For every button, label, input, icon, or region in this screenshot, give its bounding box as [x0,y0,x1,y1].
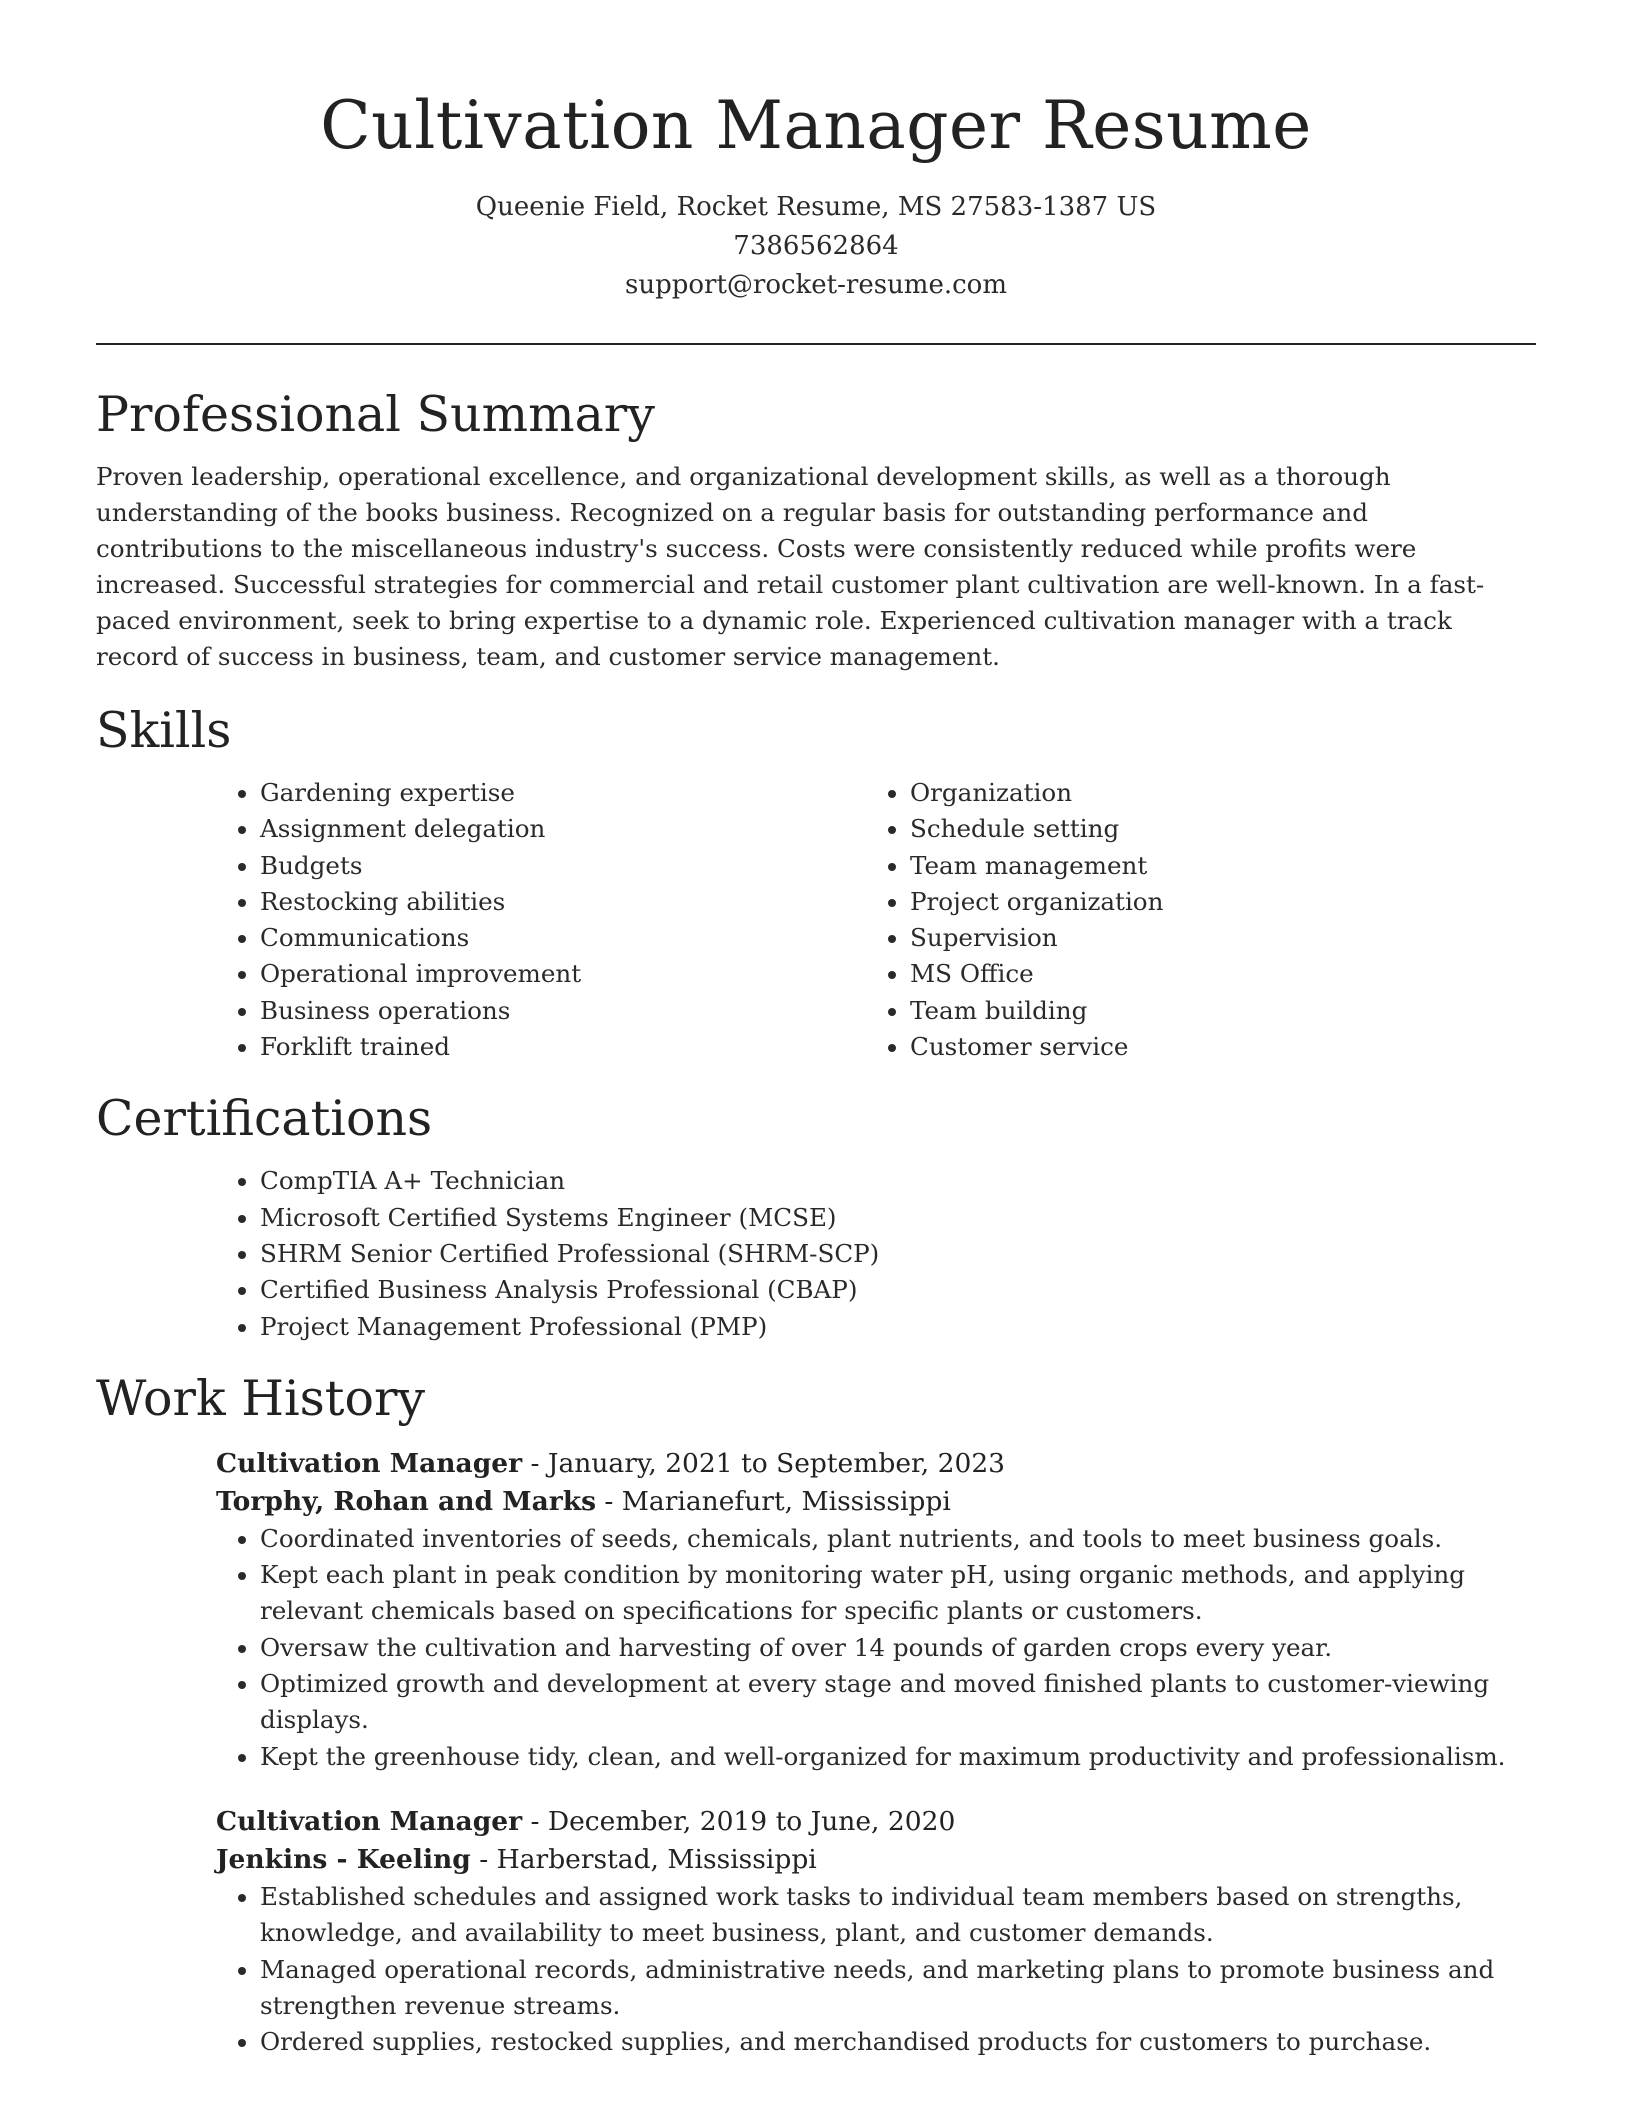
certifications-list [216,1163,1536,1344]
work-history-section [96,1369,1536,2061]
job-company: Jenkins - Keeling [216,1843,471,1875]
certification-item: • Project Management Professional (PMP) [260,1309,1536,1345]
skill-item: • Restocking abilities [260,884,866,920]
job-dates: - December, 2019 to June, 2020 [522,1805,956,1837]
contact-block [0,188,1632,305]
contact-address: Queenie Field, Rocket Resume, MS 27583-1387 US [475,192,1157,222]
skill-item: • Customer service [910,1029,1516,1065]
skills-heading: Skills [96,702,232,759]
job-bullet: • Optimized growth and development at every stage and moved finished plants to customer-viewing displays. [260,1666,1536,1739]
skills-column-left [216,775,866,1065]
skill-item: • MS Office [910,956,1516,992]
page-title: Cultivation Manager Resume [320,87,1312,164]
job-entry [216,1445,1536,1775]
skill-item: • Business operations [260,993,866,1029]
skill-item: • Forklift trained [260,1029,866,1065]
skill-item: • Communications [260,920,866,956]
certifications-list-wrap [216,1163,1536,1344]
job-bullet: • Oversaw the cultivation and harvesting of over 14 pounds of garden crops every year. [260,1630,1536,1666]
skill-item: • Organization [910,775,1516,811]
job-title-line [216,1803,1536,1841]
certification-item: • CompTIA A+ Technician [260,1163,1536,1199]
job-bullet: • Kept each plant in peak condition by monitoring water pH, using organic methods, and applying relevant chemicals based on specifications for specific plants or customers. [260,1557,1536,1630]
certification-item: • Certified Business Analysis Professional (CBAP) [260,1272,1536,1308]
certification-item: • SHRM Senior Certified Professional (SHRM-SCP) [260,1236,1536,1272]
skill-item: • Budgets [260,848,866,884]
skill-item: • Team management [910,848,1516,884]
certifications-section [96,1089,1536,1344]
certifications-heading: Certifications [96,1090,433,1148]
certification-item: • Microsoft Certified Systems Engineer (MCSE) [260,1200,1536,1236]
job-title: Cultivation Manager [216,1447,523,1479]
job-company: Torphy, Rohan and Marks [216,1485,596,1517]
work-history-heading: Work History [96,1369,426,1427]
skill-item: • Operational improvement [260,956,866,992]
contact-phone: 7386562864 [733,231,899,261]
skill-item: • Schedule setting [910,811,1516,847]
job-bullet: • Kept the greenhouse tidy, clean, and well-organized for maximum productivity and professionalism. [260,1739,1536,1775]
skills-column-right [866,775,1516,1065]
job-location: - Marianefurt, Mississippi [596,1485,951,1517]
skill-item: • Gardening expertise [260,775,866,811]
job-dates: - January, 2021 to September, 2023 [522,1447,1006,1479]
summary-section [96,385,1536,675]
contact-email: support@rocket-resume.com [624,270,1007,300]
skill-item: • Supervision [910,920,1516,956]
job-bullets [216,1879,1536,2060]
job-bullets [216,1521,1536,1775]
skill-item: • Assignment delegation [260,811,866,847]
summary-heading: Professional Summary [96,386,655,443]
job-company-line [216,1841,1536,1879]
job-bullet: • Ordered supplies, restocked supplies, and merchandised products for customers to purchase. [260,2024,1536,2060]
skills-section [96,701,1536,1065]
job-title: Cultivation Manager [216,1805,523,1837]
summary-text: Proven leadership, operational excellence, and organizational development skills, as well as a thorough understanding of the books business. Recognized on a regular basis for outstanding performance and contributions to the miscellaneous industry's success. Costs were consistently reduced while profits were increased. Successful strategies for commercial and retail customer plant cultivation are well-known. In a fast-paced environment, seek to bring expertise to a dynamic role. Experienced cultivation manager with a track record of success in business, team, and customer service management. [96,462,1485,671]
job-company-line [216,1483,1536,1521]
skill-item: • Project organization [910,884,1516,920]
resume-header [0,0,1632,305]
job-bullet: • Established schedules and assigned work tasks to individual team members based on strengths, knowledge, and availability to meet business, plant, and customer demands. [260,1879,1536,1952]
header-divider [96,343,1536,345]
skill-item: • Team building [910,993,1516,1029]
job-title-line [216,1445,1536,1483]
job-bullet: • Managed operational records, administrative needs, and marketing plans to promote business and strengthen revenue streams. [260,1952,1536,2025]
skills-columns [216,775,1536,1065]
job-bullet: • Coordinated inventories of seeds, chemicals, plant nutrients, and tools to meet business goals. [260,1521,1536,1557]
job-location: - Harberstad, Mississippi [470,1843,817,1875]
job-entry [216,1803,1536,2060]
